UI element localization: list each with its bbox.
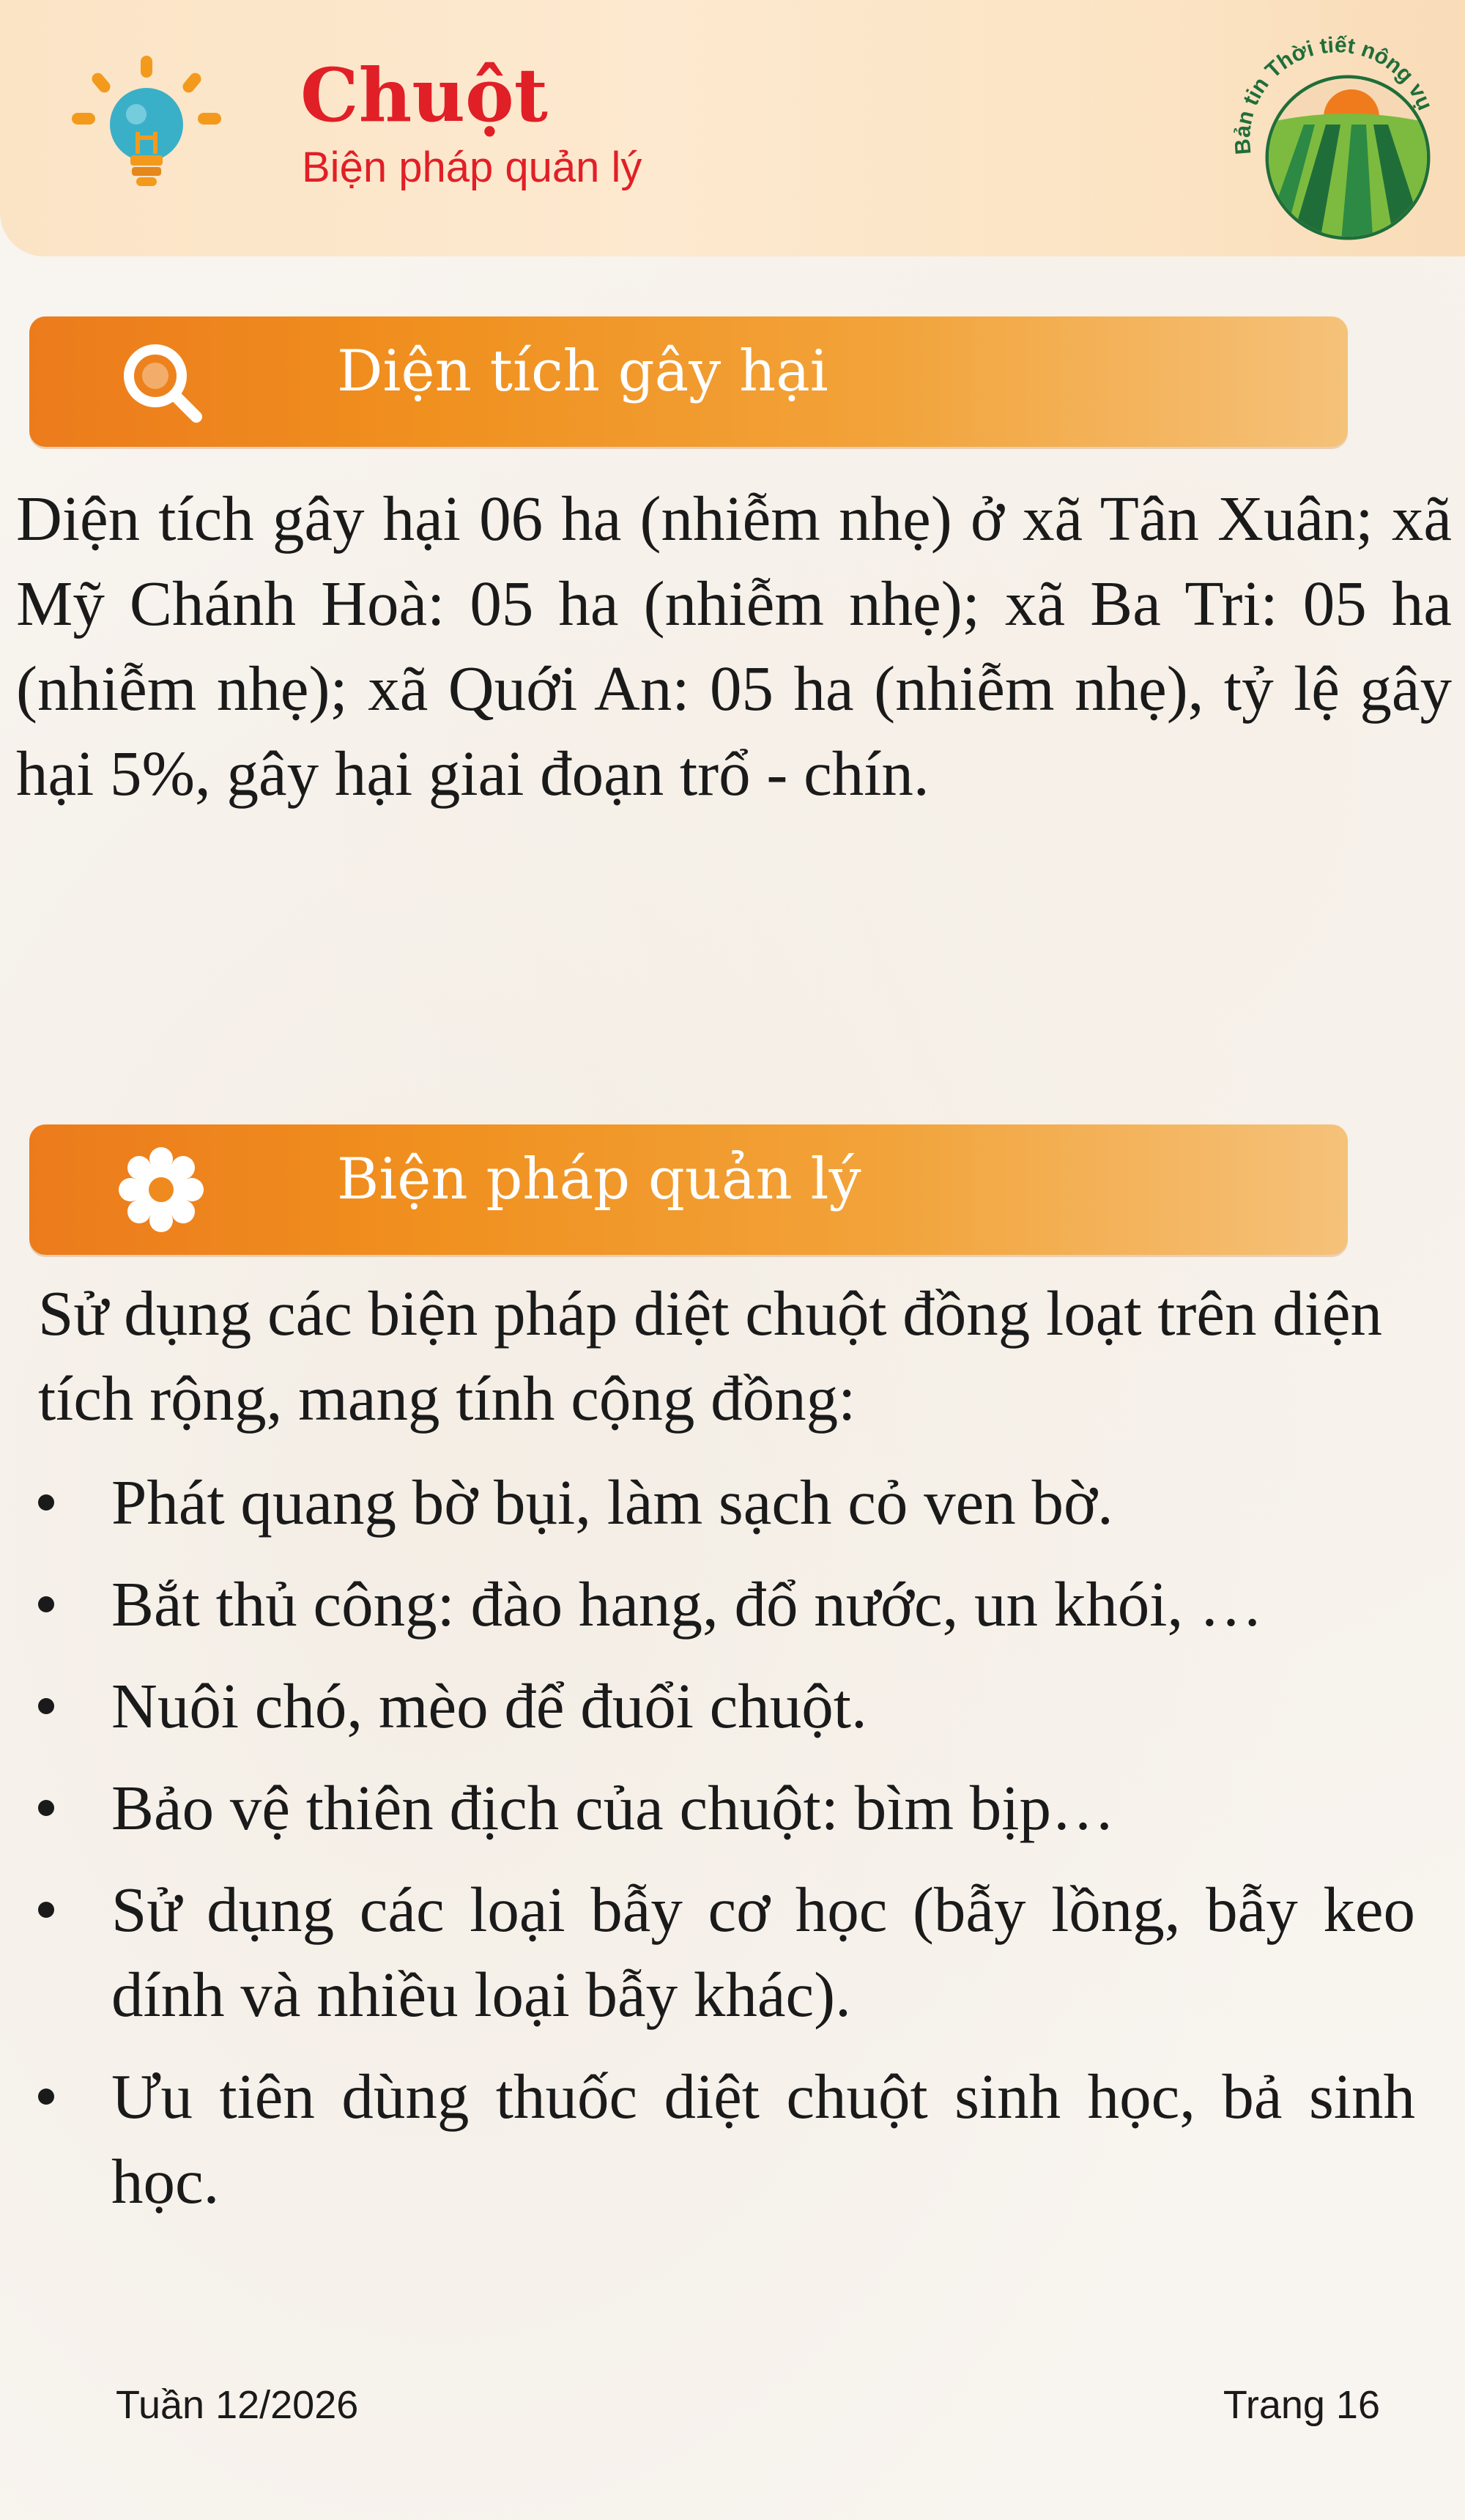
header-band [0,0,1465,256]
list-item [38,1867,1415,2037]
footer-page-number: Trang 16 [1223,2383,1380,2427]
list-item [38,1562,1415,1647]
bulletin-logo [1216,15,1450,249]
bullet-dot-icon [38,1494,54,1511]
section-header-damage-area [29,316,1348,447]
page-title: Chuột [300,52,548,138]
list-item-text: Phát quang bờ bụi, làm sạch cỏ ven bờ. [111,1467,1113,1538]
list-item [38,1664,1415,1749]
bullet-dot-icon [38,1698,54,1714]
damage-area-text: Diện tích gây hại 06 ha (nhiễm nhẹ) ở xã Tân Xuân; xã Mỹ Chánh Hoà: 05 ha (nhiễm nhẹ); xã Ba Tri: 05 ha (nhiễm nhẹ); xã Quới An: 05 ha (nhiễm nhẹ), tỷ lệ gây hại 5%, gây hại giai đoạn trổ - chín. [16,483,1452,809]
list-item-text: Bắt thủ công: đào hang, đổ nước, un khói, … [111,1568,1263,1639]
list-item-text: Sử dụng các loại bẫy cơ học (bẫy lồng, bẫy keo dính và nhiều loại bẫy khác). [111,1874,1415,2030]
management-list [38,1460,1415,2241]
section-header-management [29,1124,1348,1255]
bullet-dot-icon [38,1902,54,1918]
management-intro: Sử dụng các biện pháp diệt chuột đồng loạt trên diện tích rộng, mang tính cộng đồng: [38,1278,1383,1434]
list-item-text: Ưu tiên dùng thuốc diệt chuột sinh học, bả sinh học. [111,2061,1415,2217]
page-subtitle: Biện pháp quản lý [302,144,642,191]
footer-week: Tuần 12/2026 [116,2383,359,2427]
logo-text: Bản tin Thời tiết nông vụ [1230,33,1437,156]
list-item [38,1460,1415,1545]
list-item-text: Nuôi chó, mèo để đuổi chuột. [111,1670,867,1741]
bullet-dot-icon [38,2089,54,2105]
bullet-dot-icon [38,1800,54,1816]
section-title: Diện tích gây hại [337,338,828,404]
list-item [38,1765,1415,1850]
bullet-dot-icon [38,1596,54,1612]
search-icon [117,338,205,426]
section-title: Biện pháp quản lý [337,1146,861,1212]
lightbulb-icon [66,51,227,212]
gear-icon [117,1146,205,1234]
list-item [38,2054,1415,2224]
list-item-text: Bảo vệ thiên địch của chuột: bìm bịp… [111,1772,1115,1843]
